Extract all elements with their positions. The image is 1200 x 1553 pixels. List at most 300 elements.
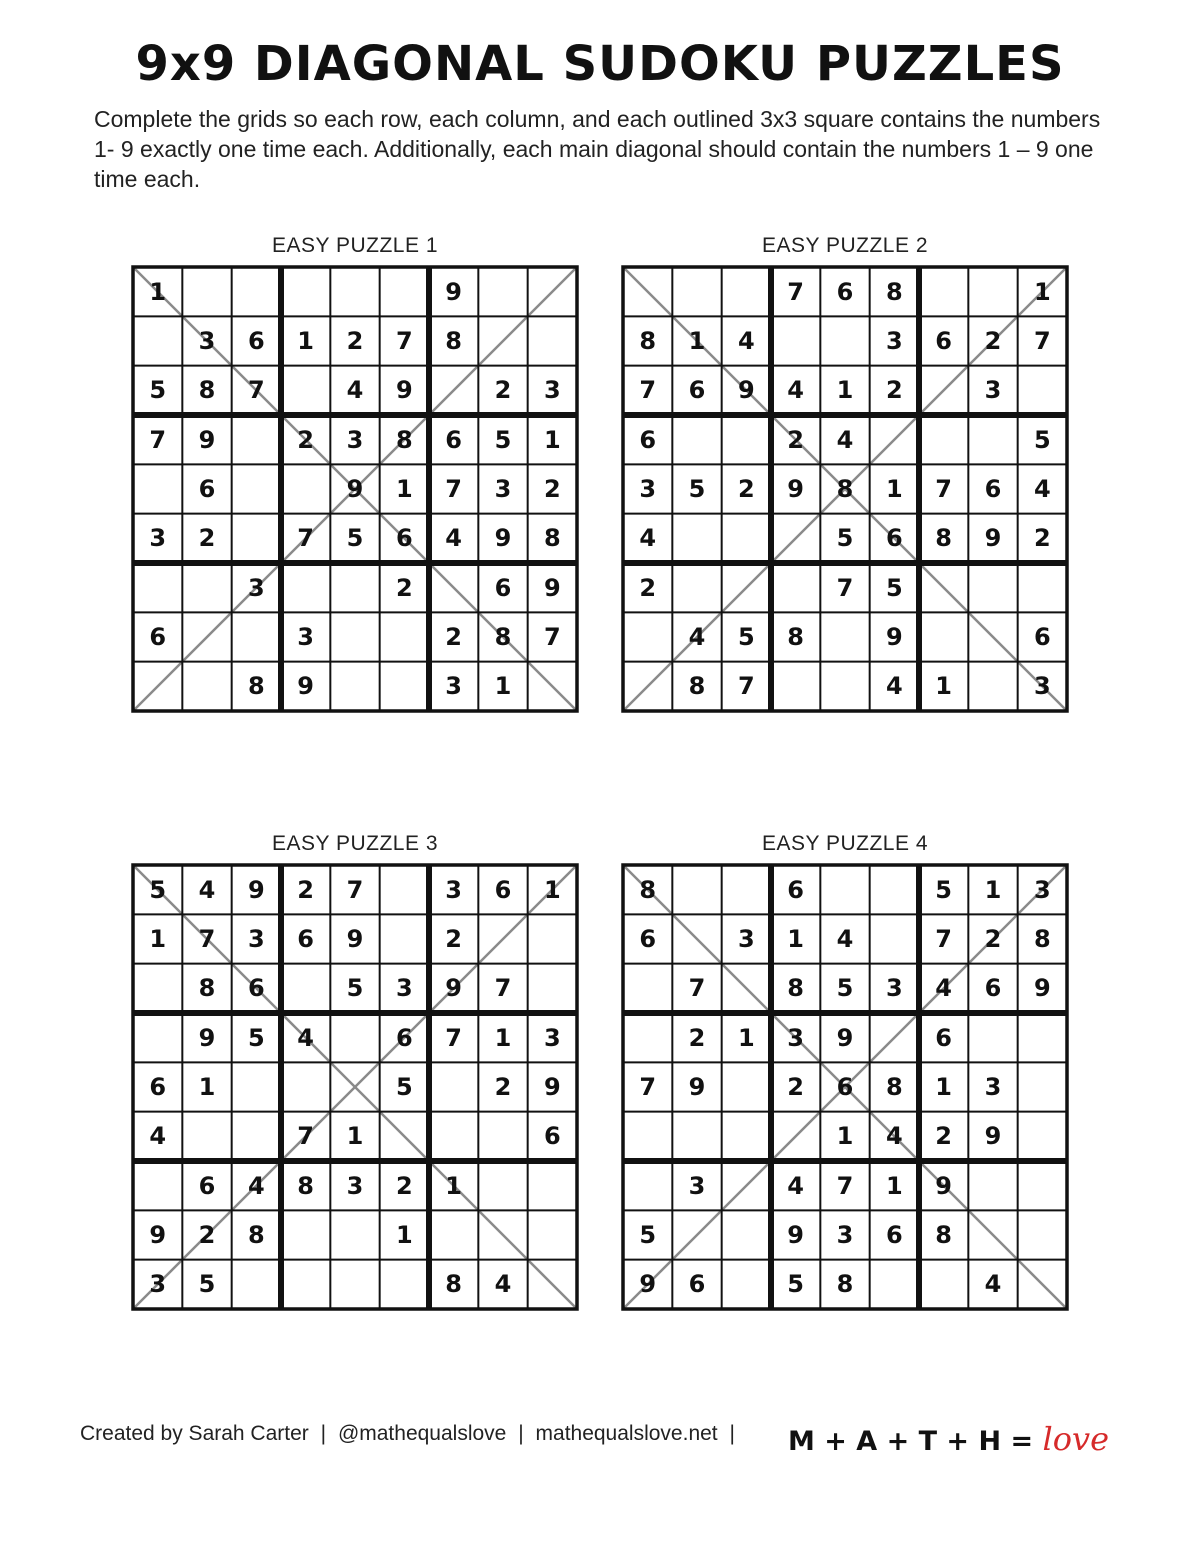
footer-website[interactable]: mathequalslove.net <box>535 1422 718 1445</box>
sudoku-cell: 3 <box>1033 672 1051 701</box>
sudoku-cell[interactable] <box>232 1112 281 1161</box>
sudoku-cell: 8 <box>395 425 413 454</box>
puzzle-1-grid <box>131 265 579 713</box>
sudoku-cell[interactable] <box>623 662 672 711</box>
sudoku-cell[interactable] <box>1018 1062 1067 1111</box>
sudoku-cell[interactable] <box>1018 1161 1067 1210</box>
sudoku-cell: 1 <box>395 1220 413 1249</box>
sudoku-cell: 2 <box>787 1072 804 1101</box>
sudoku-cell[interactable] <box>429 1210 478 1259</box>
sudoku-cell: 6 <box>198 474 216 503</box>
sudoku-cell: 6 <box>149 1072 167 1101</box>
sudoku-cell: 1 <box>885 474 903 503</box>
sudoku-cell[interactable] <box>919 415 968 464</box>
sudoku-cell[interactable] <box>968 612 1017 661</box>
sudoku-cell: 2 <box>445 924 462 953</box>
sudoku-cell: 7 <box>445 474 462 503</box>
sudoku-cell: 9 <box>346 924 364 953</box>
sudoku-cell: 3 <box>836 1220 854 1249</box>
sudoku-cell[interactable] <box>133 563 182 612</box>
sudoku-cell: 7 <box>836 573 854 602</box>
sudoku-cell[interactable] <box>330 1062 379 1111</box>
sudoku-cell: 2 <box>395 573 413 602</box>
sudoku-cell: 5 <box>836 524 854 553</box>
sudoku-cell[interactable] <box>380 267 429 316</box>
sudoku-cell: 1 <box>984 875 1002 904</box>
sudoku-cell[interactable] <box>281 1210 330 1259</box>
sudoku-cell: 4 <box>787 1171 804 1200</box>
sudoku-cell: 3 <box>1033 875 1051 904</box>
sudoku-cell[interactable] <box>722 1210 771 1259</box>
sudoku-cell[interactable] <box>672 865 721 914</box>
sudoku-cell: 4 <box>346 376 364 405</box>
sudoku-cell[interactable] <box>919 563 968 612</box>
sudoku-cell: 3 <box>149 524 167 553</box>
sudoku-cell: 1 <box>198 1072 216 1101</box>
sudoku-cell: 7 <box>149 425 167 454</box>
sudoku-cell[interactable] <box>672 415 721 464</box>
footer-separator: | <box>320 1422 327 1445</box>
grid-cells <box>133 267 577 711</box>
sudoku-cell[interactable] <box>380 662 429 711</box>
sudoku-cell: 5 <box>885 573 903 602</box>
sudoku-cell[interactable] <box>232 514 281 563</box>
sudoku-cell[interactable] <box>820 865 869 914</box>
sudoku-cell[interactable] <box>919 366 968 415</box>
sudoku-cell: 3 <box>445 875 462 904</box>
sudoku-cell: 3 <box>198 326 216 355</box>
sudoku-cell: 2 <box>1033 524 1051 553</box>
sudoku-cell[interactable] <box>771 563 820 612</box>
sudoku-cell: 4 <box>198 875 216 904</box>
sudoku-cell: 1 <box>346 1122 364 1151</box>
sudoku-cell: 5 <box>198 1270 216 1299</box>
grid-cells <box>623 865 1067 1309</box>
sudoku-cell: 2 <box>787 425 804 454</box>
sudoku-cell[interactable] <box>528 1210 577 1259</box>
sudoku-cell[interactable] <box>722 1260 771 1309</box>
sudoku-cell[interactable] <box>528 1260 577 1309</box>
sudoku-cell: 6 <box>395 524 413 553</box>
sudoku-cell: 6 <box>639 924 657 953</box>
grid-cells <box>623 267 1067 711</box>
sudoku-cell: 6 <box>247 974 265 1003</box>
sudoku-cell: 4 <box>445 524 462 553</box>
sudoku-cell: 8 <box>787 974 804 1003</box>
sudoku-cell[interactable] <box>232 415 281 464</box>
sudoku-cell[interactable] <box>968 563 1017 612</box>
sudoku-cell: 5 <box>149 875 167 904</box>
sudoku-cell[interactable] <box>478 267 527 316</box>
sudoku-cell: 6 <box>885 524 903 553</box>
sudoku-cell: 1 <box>1033 277 1051 306</box>
sudoku-cell: 4 <box>247 1171 265 1200</box>
footer-separator: | <box>518 1422 524 1445</box>
sudoku-cell: 5 <box>935 875 952 904</box>
sudoku-cell: 4 <box>935 974 952 1003</box>
sudoku-cell: 1 <box>494 672 512 701</box>
sudoku-cell: 4 <box>787 376 804 405</box>
sudoku-cell[interactable] <box>380 865 429 914</box>
sudoku-cell[interactable] <box>722 563 771 612</box>
sudoku-cell: 3 <box>346 425 364 454</box>
sudoku-cell: 4 <box>885 672 903 701</box>
sudoku-cell: 9 <box>346 474 364 503</box>
sudoku-cell: 3 <box>149 1270 167 1299</box>
sudoku-cell[interactable] <box>870 1260 919 1309</box>
sudoku-cell[interactable] <box>623 1161 672 1210</box>
sudoku-cell: 5 <box>346 524 364 553</box>
sudoku-cell[interactable] <box>771 514 820 563</box>
grid-cells <box>133 865 577 1309</box>
sudoku-cell[interactable] <box>623 964 672 1013</box>
sudoku-cell: 2 <box>885 376 903 405</box>
sudoku-cell: 9 <box>543 573 561 602</box>
sudoku-cell: 1 <box>688 326 706 355</box>
sudoku-cell: 4 <box>639 524 657 553</box>
sudoku-cell: 7 <box>494 974 512 1003</box>
sudoku-cell: 3 <box>494 474 512 503</box>
sudoku-cell: 8 <box>297 1171 314 1200</box>
sudoku-cell: 6 <box>836 277 854 306</box>
sudoku-cell: 9 <box>737 376 755 405</box>
sudoku-cell[interactable] <box>281 964 330 1013</box>
sudoku-cell: 4 <box>836 425 854 454</box>
sudoku-cell: 1 <box>543 875 561 904</box>
sudoku-cell: 8 <box>247 672 265 701</box>
sudoku-cell[interactable] <box>623 267 672 316</box>
sudoku-cell: 4 <box>836 924 854 953</box>
sudoku-cell[interactable] <box>528 964 577 1013</box>
sudoku-cell[interactable] <box>672 1210 721 1259</box>
sudoku-cell[interactable] <box>623 1112 672 1161</box>
sudoku-cell: 7 <box>297 524 314 553</box>
sudoku-cell[interactable] <box>672 514 721 563</box>
sudoku-cell: 2 <box>445 622 462 651</box>
sudoku-cell: 1 <box>395 474 413 503</box>
sudoku-cell: 5 <box>494 425 512 454</box>
sudoku-cell: 7 <box>836 1171 854 1200</box>
sudoku-cell[interactable] <box>133 1161 182 1210</box>
sudoku-cell[interactable] <box>672 563 721 612</box>
sudoku-cell: 9 <box>787 1220 804 1249</box>
sudoku-cell: 8 <box>885 1072 903 1101</box>
sudoku-cell[interactable] <box>281 464 330 513</box>
sudoku-cell[interactable] <box>722 1112 771 1161</box>
sudoku-cell: 1 <box>543 425 561 454</box>
sudoku-cell: 6 <box>935 326 952 355</box>
sudoku-cell[interactable] <box>528 267 577 316</box>
sudoku-cell: 2 <box>688 1023 706 1052</box>
sudoku-cell: 5 <box>346 974 364 1003</box>
sudoku-cell: 2 <box>935 1122 952 1151</box>
sudoku-cell: 6 <box>984 974 1002 1003</box>
puzzle-4-label: EASY PUZZLE 4 <box>761 832 928 855</box>
sudoku-cell[interactable] <box>429 563 478 612</box>
sudoku-cell: 6 <box>688 376 706 405</box>
sudoku-cell: 3 <box>639 474 657 503</box>
sudoku-cell[interactable] <box>528 662 577 711</box>
sudoku-cell: 7 <box>737 672 755 701</box>
footer-credits <box>80 1422 741 1446</box>
sudoku-cell: 9 <box>198 425 216 454</box>
sudoku-cell[interactable] <box>182 612 231 661</box>
sudoku-cell: 2 <box>198 524 216 553</box>
sudoku-cell: 2 <box>494 1072 512 1101</box>
sudoku-cell[interactable] <box>722 1062 771 1111</box>
sudoku-cell[interactable] <box>133 464 182 513</box>
sudoku-cell[interactable] <box>771 316 820 365</box>
sudoku-cell[interactable] <box>232 464 281 513</box>
sudoku-cell[interactable] <box>968 662 1017 711</box>
sudoku-cell[interactable] <box>820 662 869 711</box>
sudoku-cell[interactable] <box>1018 1112 1067 1161</box>
logo-letters: M + A + T + H = <box>788 1426 1034 1457</box>
sudoku-cell: 4 <box>297 1023 314 1052</box>
sudoku-cell: 6 <box>297 924 314 953</box>
sudoku-cell: 6 <box>445 425 462 454</box>
sudoku-cell[interactable] <box>968 1161 1017 1210</box>
sudoku-cell: 1 <box>737 1023 755 1052</box>
sudoku-cell: 6 <box>247 326 265 355</box>
sudoku-cell[interactable] <box>528 1161 577 1210</box>
sudoku-cell[interactable] <box>528 914 577 963</box>
sudoku-cell[interactable] <box>1018 366 1067 415</box>
sudoku-cell: 5 <box>787 1270 804 1299</box>
sudoku-cell: 7 <box>787 277 804 306</box>
sudoku-cell: 7 <box>688 974 706 1003</box>
sudoku-cell: 2 <box>639 573 657 602</box>
sudoku-cell[interactable] <box>232 267 281 316</box>
sudoku-cell[interactable] <box>133 1013 182 1062</box>
sudoku-cell[interactable] <box>968 415 1017 464</box>
sudoku-cell: 8 <box>688 672 706 701</box>
sudoku-cell: 7 <box>1033 326 1051 355</box>
sudoku-cell[interactable] <box>182 1112 231 1161</box>
sudoku-cell: 6 <box>1033 622 1051 651</box>
sudoku-cell[interactable] <box>478 1161 527 1210</box>
sudoku-cell: 8 <box>787 622 804 651</box>
sudoku-cell[interactable] <box>968 267 1017 316</box>
sudoku-cell[interactable] <box>870 1013 919 1062</box>
sudoku-cell: 8 <box>494 622 512 651</box>
sudoku-cell: 3 <box>247 924 265 953</box>
sudoku-cell: 1 <box>297 326 314 355</box>
sudoku-cell[interactable] <box>380 914 429 963</box>
sudoku-cell: 7 <box>395 326 413 355</box>
sudoku-cell: 6 <box>836 1072 854 1101</box>
sudoku-cell: 6 <box>494 573 512 602</box>
sudoku-cell: 1 <box>149 924 167 953</box>
sudoku-cell[interactable] <box>380 1112 429 1161</box>
sudoku-cell[interactable] <box>722 1161 771 1210</box>
sudoku-cell: 6 <box>198 1171 216 1200</box>
sudoku-cell[interactable] <box>528 316 577 365</box>
sudoku-cell[interactable] <box>232 1062 281 1111</box>
sudoku-cell[interactable] <box>330 563 379 612</box>
sudoku-cell[interactable] <box>1018 1210 1067 1259</box>
sudoku-cell[interactable] <box>722 964 771 1013</box>
sudoku-cell[interactable] <box>820 612 869 661</box>
sudoku-cell: 2 <box>984 326 1002 355</box>
sudoku-cell: 1 <box>494 1023 512 1052</box>
sudoku-cell[interactable] <box>771 1112 820 1161</box>
sudoku-cell[interactable] <box>722 415 771 464</box>
sudoku-cell[interactable] <box>919 1260 968 1309</box>
sudoku-cell[interactable] <box>820 316 869 365</box>
sudoku-cell: 4 <box>1033 474 1051 503</box>
sudoku-cell: 2 <box>297 875 314 904</box>
sudoku-cell: 9 <box>445 974 462 1003</box>
sudoku-cell: 8 <box>198 376 216 405</box>
sudoku-cell: 8 <box>935 1220 952 1249</box>
sudoku-cell: 1 <box>935 672 952 701</box>
sudoku-cell[interactable] <box>722 514 771 563</box>
sudoku-cell[interactable] <box>968 1210 1017 1259</box>
puzzle-4-grid <box>621 863 1069 1311</box>
sudoku-cell[interactable] <box>623 612 672 661</box>
sudoku-cell[interactable] <box>1018 563 1067 612</box>
sudoku-cell[interactable] <box>330 612 379 661</box>
sudoku-cell: 4 <box>737 326 755 355</box>
sudoku-cell[interactable] <box>1018 1013 1067 1062</box>
sudoku-cell[interactable] <box>870 415 919 464</box>
sudoku-cell[interactable] <box>232 612 281 661</box>
sudoku-cell: 5 <box>737 622 755 651</box>
puzzle-3-label: EASY PUZZLE 3 <box>271 832 438 855</box>
sudoku-cell[interactable] <box>330 267 379 316</box>
sudoku-cell[interactable] <box>182 563 231 612</box>
sudoku-cell: 2 <box>198 1220 216 1249</box>
puzzle-2-grid <box>621 265 1069 713</box>
puzzle-3-grid <box>131 863 579 1311</box>
sudoku-cell: 9 <box>639 1270 657 1299</box>
sudoku-cell: 9 <box>935 1171 952 1200</box>
sudoku-cell[interactable] <box>478 914 527 963</box>
sudoku-cell[interactable] <box>281 1260 330 1309</box>
sudoku-cell: 9 <box>149 1220 167 1249</box>
sudoku-cell[interactable] <box>133 316 182 365</box>
sudoku-cell[interactable] <box>919 267 968 316</box>
sudoku-cell: 6 <box>494 875 512 904</box>
sudoku-cell: 7 <box>639 376 657 405</box>
sudoku-cell: 4 <box>984 1270 1002 1299</box>
sudoku-cell[interactable] <box>330 1013 379 1062</box>
sudoku-cell[interactable] <box>380 612 429 661</box>
sudoku-cell[interactable] <box>182 662 231 711</box>
sudoku-cell: 6 <box>149 622 167 651</box>
sudoku-cell: 9 <box>836 1023 854 1052</box>
sudoku-cell[interactable] <box>133 662 182 711</box>
sudoku-cell[interactable] <box>478 1210 527 1259</box>
sudoku-cell: 7 <box>935 924 952 953</box>
sudoku-cell: 2 <box>984 924 1002 953</box>
puzzle-1-label: EASY PUZZLE 1 <box>271 234 438 257</box>
sudoku-cell[interactable] <box>870 914 919 963</box>
sudoku-cell[interactable] <box>919 612 968 661</box>
sudoku-cell[interactable] <box>771 662 820 711</box>
sudoku-cell: 1 <box>445 1171 462 1200</box>
sudoku-cell: 6 <box>395 1023 413 1052</box>
sudoku-cell[interactable] <box>281 563 330 612</box>
sudoku-cell: 2 <box>737 474 755 503</box>
sudoku-cell: 7 <box>247 376 265 405</box>
sudoku-cell: 7 <box>297 1122 314 1151</box>
sudoku-cell[interactable] <box>330 1210 379 1259</box>
sudoku-cell[interactable] <box>281 1062 330 1111</box>
sudoku-cell: 5 <box>395 1072 413 1101</box>
sudoku-cell[interactable] <box>968 1013 1017 1062</box>
footer-author: Created by Sarah Carter <box>80 1422 309 1445</box>
sudoku-cell[interactable] <box>330 1260 379 1309</box>
sudoku-cell[interactable] <box>1018 1260 1067 1309</box>
sudoku-cell[interactable] <box>672 267 721 316</box>
sudoku-cell[interactable] <box>478 316 527 365</box>
sudoku-cell[interactable] <box>429 1112 478 1161</box>
sudoku-cell: 9 <box>198 1023 216 1052</box>
sudoku-cell: 5 <box>1033 425 1051 454</box>
sudoku-cell[interactable] <box>330 662 379 711</box>
sudoku-cell: 7 <box>445 1023 462 1052</box>
sudoku-cell: 8 <box>445 1270 462 1299</box>
sudoku-cell: 5 <box>149 376 167 405</box>
sudoku-cell[interactable] <box>870 865 919 914</box>
sudoku-cell: 4 <box>494 1270 512 1299</box>
sudoku-cell[interactable] <box>672 1112 721 1161</box>
sudoku-cell: 1 <box>149 277 167 306</box>
sudoku-cell: 1 <box>787 924 804 953</box>
sudoku-cell: 3 <box>885 326 903 355</box>
sudoku-cell[interactable] <box>672 914 721 963</box>
sudoku-cell: 9 <box>494 524 512 553</box>
sudoku-cell: 7 <box>639 1072 657 1101</box>
sudoku-cell: 5 <box>836 974 854 1003</box>
sudoku-cell: 6 <box>543 1122 561 1151</box>
sudoku-cell[interactable] <box>722 267 771 316</box>
sudoku-cell: 5 <box>639 1220 657 1249</box>
sudoku-cell[interactable] <box>182 267 231 316</box>
sudoku-cell: 7 <box>346 875 364 904</box>
sudoku-cell: 7 <box>198 924 216 953</box>
sudoku-cell: 2 <box>297 425 314 454</box>
sudoku-cell: 9 <box>543 1072 561 1101</box>
sudoku-cell[interactable] <box>429 366 478 415</box>
sudoku-cell: 9 <box>984 1122 1002 1151</box>
sudoku-cell: 8 <box>885 277 903 306</box>
sudoku-cell[interactable] <box>478 1112 527 1161</box>
sudoku-cell: 1 <box>935 1072 952 1101</box>
sudoku-cell: 3 <box>346 1171 364 1200</box>
sudoku-cell: 8 <box>639 875 657 904</box>
sudoku-cell[interactable] <box>722 865 771 914</box>
sudoku-cell: 4 <box>149 1122 167 1151</box>
sudoku-cell[interactable] <box>429 1062 478 1111</box>
sudoku-cell[interactable] <box>380 1260 429 1309</box>
sudoku-cell: 9 <box>984 524 1002 553</box>
sudoku-cell: 8 <box>639 326 657 355</box>
sudoku-cell: 4 <box>885 1122 903 1151</box>
sudoku-cell: 3 <box>297 622 314 651</box>
sudoku-cell[interactable] <box>281 267 330 316</box>
sudoku-cell[interactable] <box>133 964 182 1013</box>
sudoku-cell: 3 <box>885 974 903 1003</box>
sudoku-cell[interactable] <box>281 366 330 415</box>
sudoku-cell: 8 <box>836 474 854 503</box>
sudoku-cell: 3 <box>247 573 265 602</box>
sudoku-cell: 9 <box>1033 974 1051 1003</box>
sudoku-cell[interactable] <box>623 1013 672 1062</box>
sudoku-cell[interactable] <box>232 1260 281 1309</box>
